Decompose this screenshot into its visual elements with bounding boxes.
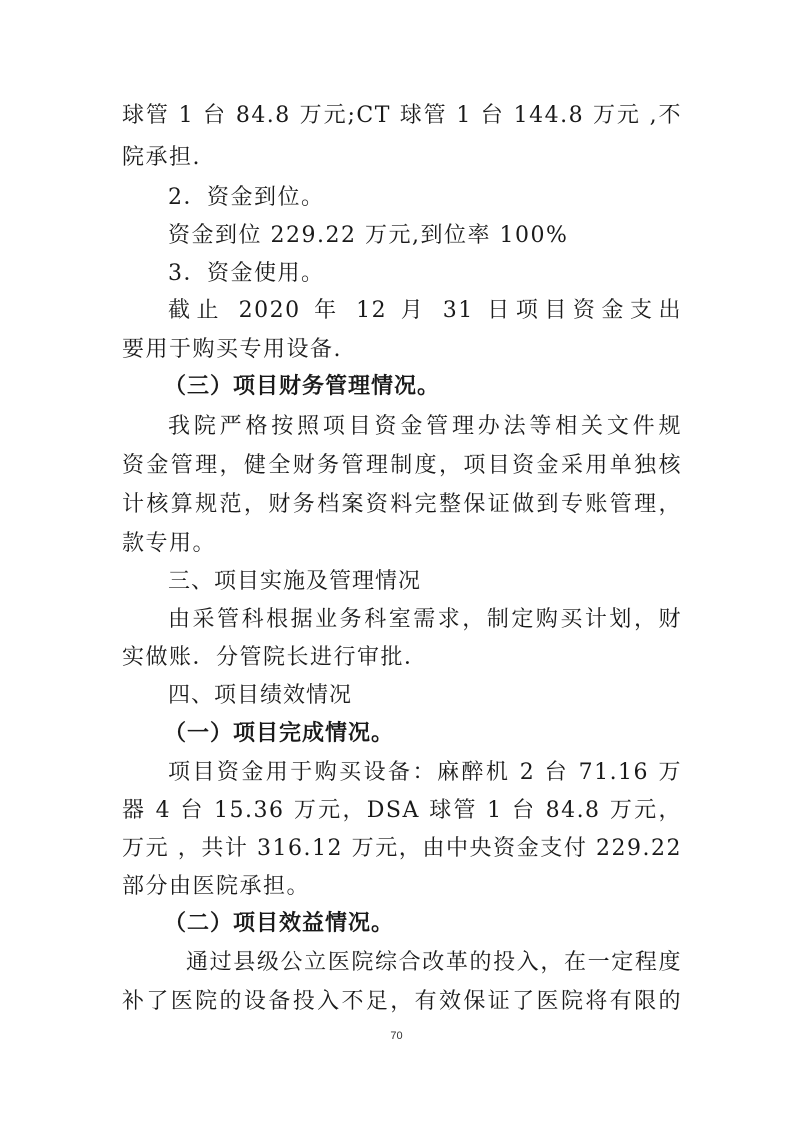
chapter-heading: 三、项目实施及管理情况	[168, 569, 422, 594]
paragraph-line: 项目资金用于购买设备：麻醉机 2 台 71.16 万	[168, 760, 682, 785]
paragraph-line: 计核算规范，财务档案资料完整保证做到专账管理，	[122, 492, 682, 517]
paragraph-line: 万元 ，共计 316.12 万元，由中央资金支付 229.22	[122, 836, 682, 861]
paragraph-line: 补了医院的设备投入不足，有效保证了医院将有限的	[122, 989, 682, 1014]
section-heading: 3．资金使用。	[168, 261, 325, 286]
paragraph-line: 我院严格按照项目资金管理办法等相关文件规	[168, 414, 682, 439]
paragraph-line: 部分由医院承担。	[122, 874, 311, 899]
paragraph-line: 资金管理，健全财务管理制度，项目资金采用单独核	[122, 453, 682, 478]
chapter-heading: 四、项目绩效情况	[168, 683, 353, 708]
paragraph-line: 由采管科根据业务科室需求，制定购买计划，财	[168, 607, 682, 632]
paragraph-line: 款专用。	[122, 531, 217, 556]
paragraph-line: 通过县级公立医院综合改革的投入，在一定程度	[186, 950, 682, 975]
paragraph-line: 器 4 台 15.36 万元，DSA 球管 1 台 84.8 万元，	[122, 798, 682, 823]
paragraph-line: 实做账．分管院长进行审批．	[122, 645, 428, 670]
subsection-heading: （一）项目完成情况。	[164, 721, 395, 746]
subsection-heading: （三）项目财务管理情况。	[164, 374, 441, 399]
paragraph-line: 球管 1 台 84.8 万元;CT 球管 1 台 144.8 万元 ,不	[122, 103, 682, 128]
paragraph-line: 资金到位 229.22 万元,到位率 100%	[168, 223, 569, 248]
paragraph-line: 要用于购买专用设备.	[122, 337, 342, 362]
subsection-heading: （二）项目效益情况。	[164, 911, 395, 936]
page-number: 70	[390, 1030, 403, 1042]
paragraph-line: 截止 2020 年 12 月 31 日项目资金支出	[168, 298, 682, 323]
section-heading: 2．资金到位。	[168, 185, 325, 210]
paragraph-line: 院承担.	[122, 145, 201, 170]
